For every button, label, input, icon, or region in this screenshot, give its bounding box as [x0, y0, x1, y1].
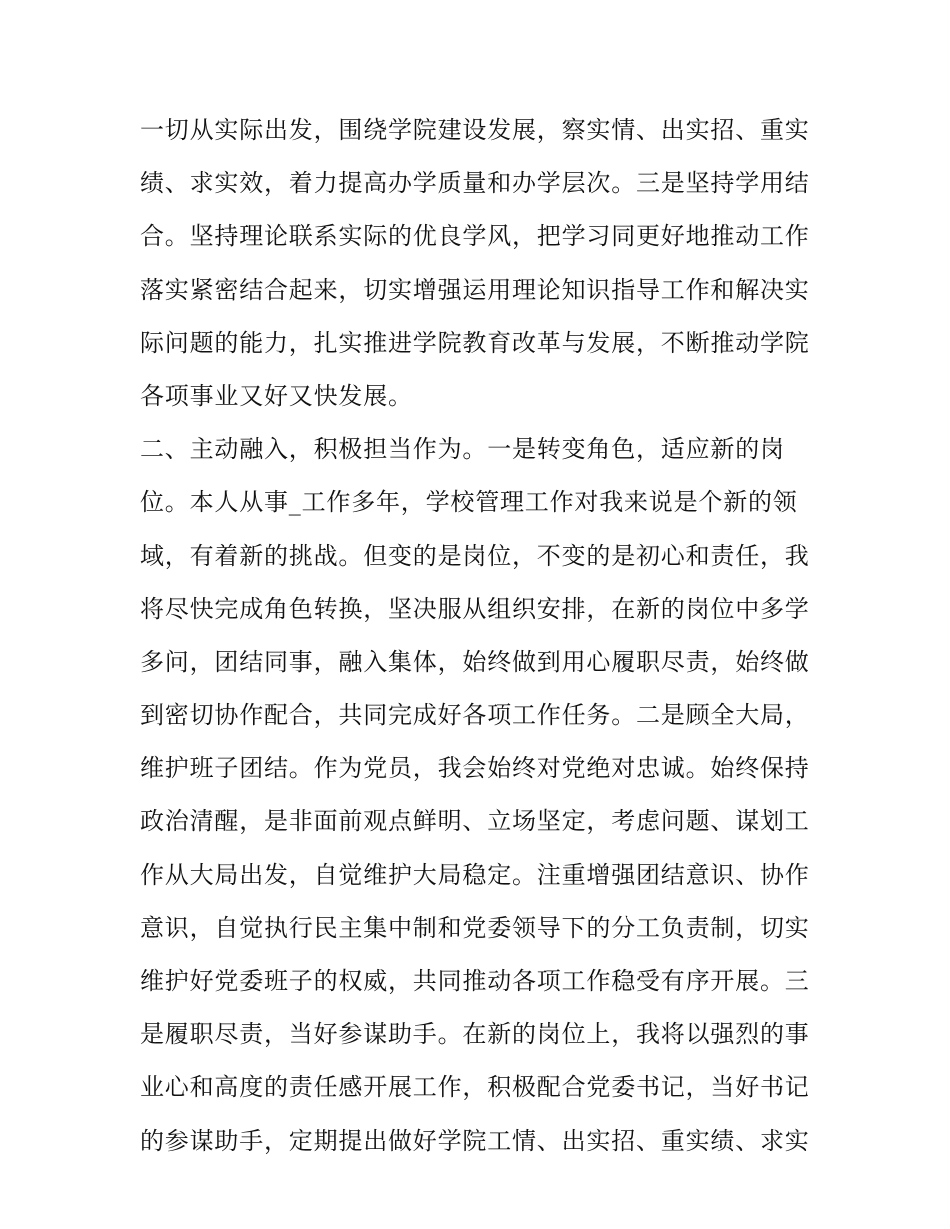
- text-line: 一切从实际出发，围绕学院建设发展，察实情、出实招、重实: [140, 116, 810, 144]
- text-line: 将尽快完成角色转换，坚决服从组织安排，在新的岗位中多学: [140, 594, 810, 623]
- text-line: 各项事业又好又快发展。: [140, 381, 413, 410]
- text-line: 维护好党委班子的权威，共同推动各项工作稳受有序开展。三: [140, 967, 810, 995]
- section-heading-line: 二、主动融入，积极担当作为。一是转变角色，适应新的岗: [140, 435, 785, 464]
- text-line: 位。本人从事_工作多年，学校管理工作对我来说是个新的领: [140, 488, 798, 517]
- text-line: 到密切协作配合，共同完成好各项工作任务。二是顾全大局，: [140, 701, 810, 730]
- text-line: 业心和高度的责任感开展工作，积极配合党委书记，当好书记: [140, 1073, 810, 1102]
- text-line: 合。坚持理论联系实际的优良学风，把学习同更好地推动工作: [140, 222, 810, 251]
- text-line: 意识，自觉执行民主集中制和党委领导下的分工负责制，切实: [140, 913, 810, 942]
- text-line: 的参谋助手，定期提出做好学院工情、出实招、重实绩、求实: [140, 1126, 810, 1155]
- text-line: 作从大局出发，自觉维护大局稳定。注重增强团结意识、协作: [140, 860, 810, 889]
- text-line: 维护班子团结。作为党员，我会始终对党绝对忠诚。始终保持: [140, 754, 810, 783]
- text-line: 绩、求实效，着力提高办学质量和办学层次。三是坚持学用结: [140, 169, 810, 198]
- text-line: 域，有着新的挑战。但变的是岗位，不变的是初心和责任，我: [140, 541, 810, 570]
- body-text: [140, 104, 820, 1168]
- text-line: 多问，团结同事，融入集体，始终做到用心履职尽责，始终做: [140, 647, 810, 676]
- text-line: 际问题的能力，扎实推进学院教育改革与发展，不断推动学院: [140, 328, 810, 357]
- text-line: 政治清醒，是非面前观点鲜明、立场坚定，考虑问题、谋划工: [140, 807, 810, 836]
- text-line: 落实紧密结合起来，切实增强运用理论知识指导工作和解决实: [140, 275, 810, 304]
- text-line: 是履职尽责，当好参谋助手。在新的岗位上，我将以强烈的事: [140, 1020, 810, 1049]
